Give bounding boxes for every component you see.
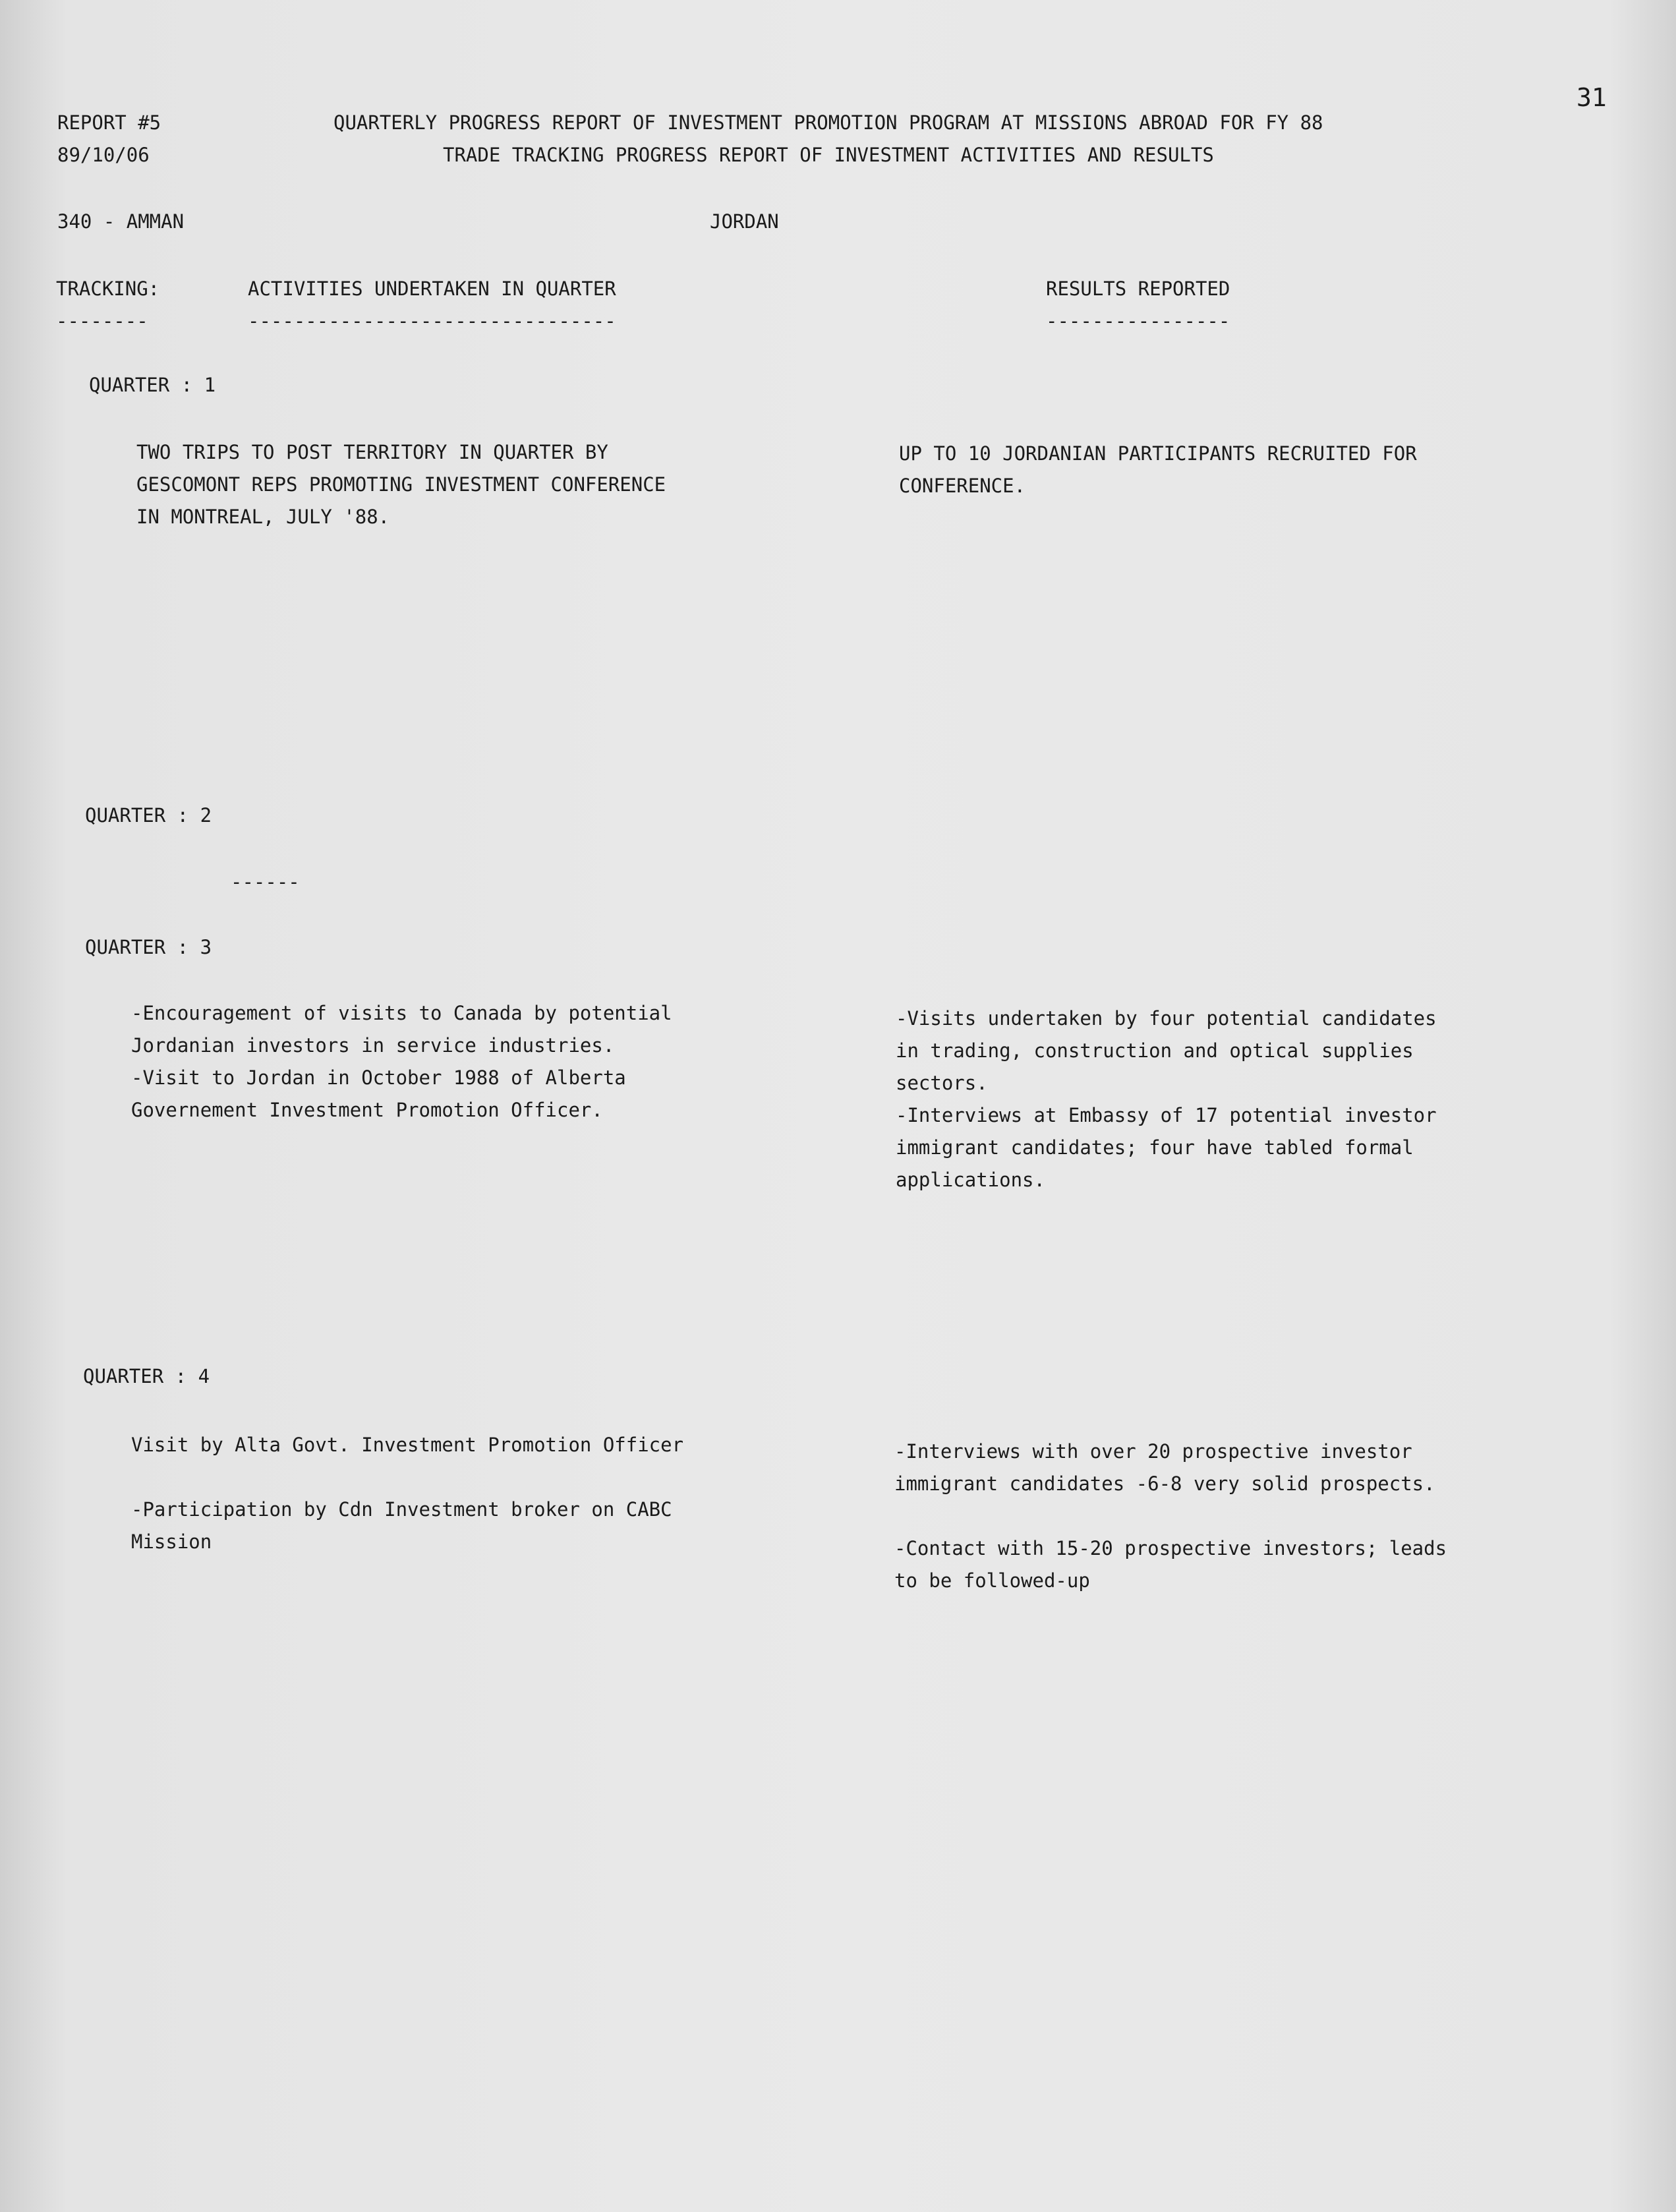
quarter-results xyxy=(896,1003,1437,1196)
column-rule-tracking: -------- xyxy=(56,310,148,332)
post-country: JORDAN xyxy=(710,210,779,233)
result-line: to be followed-up xyxy=(894,1569,1090,1592)
result-line: in trading, construction and optical supplies xyxy=(896,1039,1414,1062)
column-rule-results: ---------------- xyxy=(1046,310,1230,332)
blank-line xyxy=(894,1500,1447,1532)
quarter-activities xyxy=(131,997,672,1126)
quarter-label: QUARTER : 4 xyxy=(83,1365,210,1387)
activity-line: IN MONTREAL, JULY '88. xyxy=(136,506,390,528)
page-number: 31 xyxy=(1576,83,1607,112)
report-title-line2: TRADE TRACKING PROGRESS REPORT OF INVESTMENT ACTIVITIES AND RESULTS xyxy=(443,144,1214,166)
quarter-activities-dash: ------ xyxy=(231,871,300,893)
quarter-label: QUARTER : 2 xyxy=(85,804,212,827)
result-line: immigrant candidates; four have tabled formal xyxy=(896,1136,1414,1159)
result-line: sectors. xyxy=(896,1072,988,1094)
result-line: immigrant candidates -6-8 very solid prospects. xyxy=(894,1472,1435,1495)
blank-line xyxy=(131,1461,683,1494)
report-id: REPORT #5 xyxy=(57,111,161,134)
activity-line: -Participation by Cdn Investment broker on CABC xyxy=(131,1498,672,1521)
column-header-tracking: TRACKING: xyxy=(56,277,160,300)
activity-line: Visit by Alta Govt. Investment Promotion Officer xyxy=(131,1434,684,1456)
quarter-activities xyxy=(131,1429,683,1558)
quarter-results xyxy=(899,438,1417,502)
report-date: 89/10/06 xyxy=(57,144,150,166)
report-title-line1: QUARTERLY PROGRESS REPORT OF INVESTMENT PROMOTION PROGRAM AT MISSIONS ABROAD FOR FY 88 xyxy=(333,111,1323,134)
activity-line: Mission xyxy=(131,1530,212,1553)
post-code: 340 - AMMAN xyxy=(57,210,185,233)
activity-line: Governement Investment Promotion Officer. xyxy=(131,1099,603,1121)
result-line: UP TO 10 JORDANIAN PARTICIPANTS RECRUITED FOR xyxy=(899,442,1417,465)
quarter-label: QUARTER : 3 xyxy=(85,936,212,958)
result-line: -Interviews with over 20 prospective investor xyxy=(894,1440,1412,1463)
result-line: -Interviews at Embassy of 17 potential investor xyxy=(896,1104,1437,1126)
activity-line: TWO TRIPS TO POST TERRITORY IN QUARTER BY xyxy=(136,441,608,463)
activity-line: GESCOMONT REPS PROMOTING INVESTMENT CONFERENCE xyxy=(136,473,666,496)
activity-line: -Visit to Jordan in October 1988 of Alberta xyxy=(131,1066,626,1089)
result-line: -Visits undertaken by four potential candidates xyxy=(896,1007,1437,1030)
quarter-label: QUARTER : 1 xyxy=(89,374,216,396)
column-header-activities: ACTIVITIES UNDERTAKEN IN QUARTER xyxy=(248,277,616,300)
activity-line: -Encouragement of visits to Canada by potential xyxy=(131,1002,672,1024)
result-line: -Contact with 15-20 prospective investors; leads xyxy=(894,1537,1447,1559)
column-header-results: RESULTS REPORTED xyxy=(1046,277,1230,300)
result-line: CONFERENCE. xyxy=(899,475,1026,497)
quarter-results xyxy=(894,1436,1447,1597)
result-line: applications. xyxy=(896,1169,1045,1191)
column-rule-activities: -------------------------------- xyxy=(248,310,616,332)
activity-line: Jordanian investors in service industries. xyxy=(131,1034,615,1057)
quarter-activities xyxy=(136,436,666,533)
